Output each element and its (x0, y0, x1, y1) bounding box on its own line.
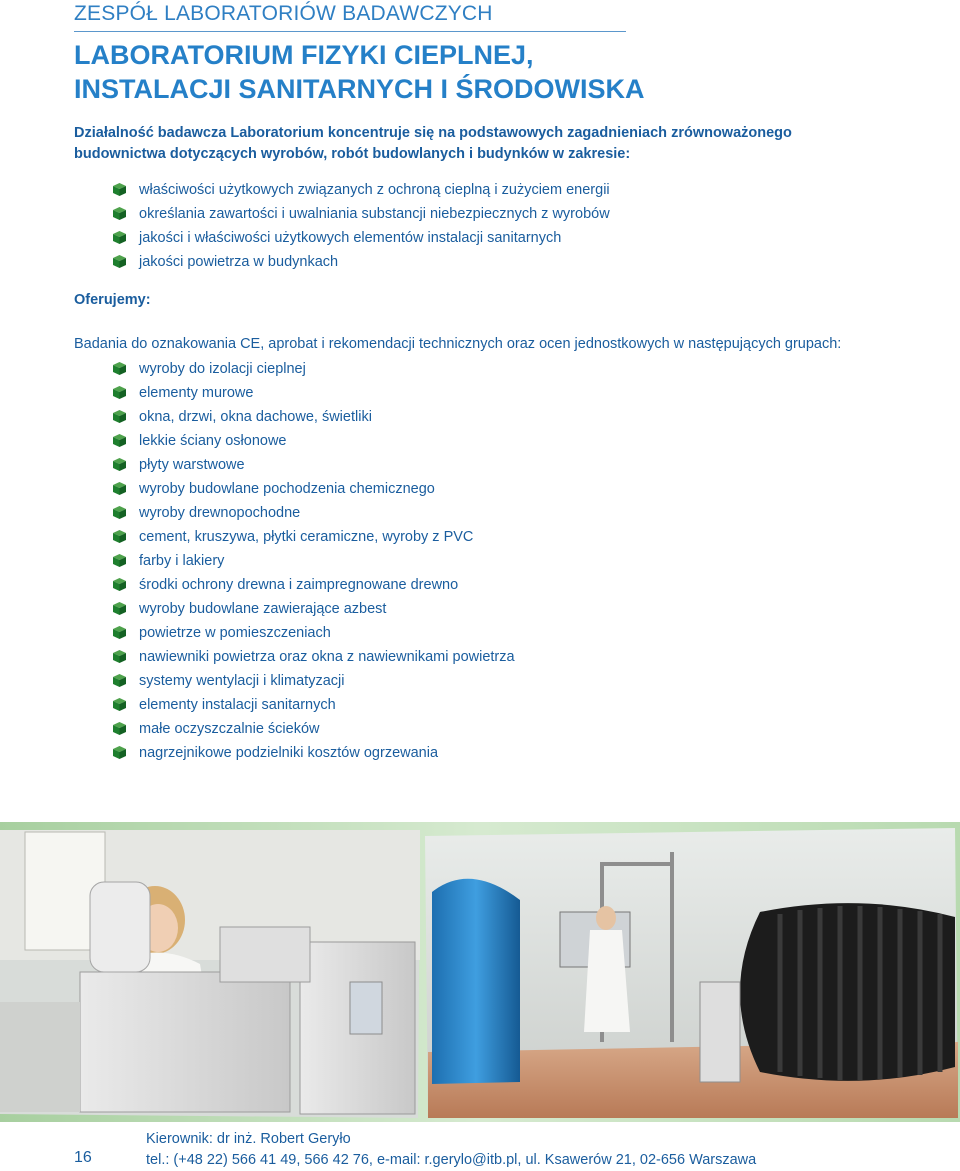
green-cube-bullet-icon (113, 722, 126, 735)
contact-details: tel.: (+48 22) 566 41 49, 566 42 76, e-mail: r.gerylo@itb.pl, ul. Ksawerów 21, 02-656 Warszawa (146, 1152, 757, 1168)
product-group-item (113, 407, 515, 431)
green-cube-bullet-icon (113, 410, 126, 423)
green-cube-bullet-icon (113, 698, 126, 711)
product-group-list (113, 359, 515, 767)
product-group-item (113, 551, 515, 575)
photo-black-tank (740, 903, 955, 1081)
product-group-item (113, 431, 515, 455)
green-cube-bullet-icon (113, 362, 126, 375)
product-group-item (113, 647, 515, 671)
section-header: ZESPÓŁ LABORATORIÓW BADAWCZYCH (74, 2, 493, 25)
product-group-item (113, 695, 515, 719)
product-group-item-text: wyroby budowlane zawierające azbest (139, 601, 387, 617)
green-cube-bullet-icon (113, 602, 126, 615)
green-cube-bullet-icon (113, 434, 126, 447)
product-group-item-text: wyroby budowlane pochodzenia chemicznego (139, 481, 435, 497)
product-group-item (113, 359, 515, 383)
offer-heading: Oferujemy: (74, 292, 151, 308)
laboratory-photos (0, 822, 960, 1122)
product-group-item (113, 527, 515, 551)
scope-list (113, 180, 610, 276)
product-group-item (113, 599, 515, 623)
title-line-1: LABORATORIUM FIZYKI CIEPLNEJ, (74, 40, 534, 70)
scope-list-item (113, 228, 610, 252)
product-group-item-text: nawiewniki powietrza oraz okna z nawiewnikami powietrza (139, 649, 515, 665)
green-cube-bullet-icon (113, 530, 126, 543)
product-group-item-text: systemy wentylacji i klimatyzacji (139, 673, 345, 689)
page-number: 16 (74, 1149, 92, 1166)
green-cube-bullet-icon (113, 626, 126, 639)
product-group-item-text: małe oczyszczalnie ścieków (139, 721, 320, 737)
photo-sanitary-hall (425, 828, 958, 1118)
intro-line-2: budownictwa dotyczących wyrobów, robót budowlanych i budynków w zakresie: (74, 146, 631, 162)
header-divider (74, 31, 626, 32)
lab-manager: Kierownik: dr inż. Robert Geryło (146, 1131, 351, 1147)
green-cube-bullet-icon (113, 746, 126, 759)
scope-list-item (113, 252, 610, 276)
product-group-item-text: elementy murowe (139, 385, 254, 401)
product-group-item (113, 503, 515, 527)
product-group-item (113, 671, 515, 695)
product-group-item-text: cement, kruszywa, płytki ceramiczne, wyroby z PVC (139, 529, 474, 545)
product-group-item-text: lekkie ściany osłonowe (139, 433, 287, 449)
product-group-item (113, 479, 515, 503)
green-cube-bullet-icon (113, 255, 126, 268)
scope-list-item-text: właściwości użytkowych związanych z ochroną cieplną i zużyciem energii (139, 182, 610, 198)
page-title (74, 38, 894, 106)
photo-lab-chemist (0, 830, 420, 1118)
product-group-item (113, 383, 515, 407)
scope-list-item-text: określania zawartości i uwalniania substancji niebezpiecznych z wyrobów (139, 206, 610, 222)
green-cube-bullet-icon (113, 183, 126, 196)
product-group-item-text: wyroby drewnopochodne (139, 505, 301, 521)
product-group-item-text: farby i lakiery (139, 553, 225, 569)
product-group-item (113, 623, 515, 647)
product-group-item-text: okna, drzwi, okna dachowe, świetliki (139, 409, 372, 425)
product-group-item-text: środki ochrony drewna i zaimpregnowane drewno (139, 577, 459, 593)
green-cube-bullet-icon (113, 554, 126, 567)
footer-contact (146, 1129, 756, 1171)
green-cube-bullet-icon (113, 386, 126, 399)
product-group-item-text: płyty warstwowe (139, 457, 245, 473)
green-cube-bullet-icon (113, 650, 126, 663)
green-cube-bullet-icon (113, 506, 126, 519)
product-group-item-text: wyroby do izolacji cieplnej (139, 361, 306, 377)
scope-list-item (113, 180, 610, 204)
product-group-item-text: powietrze w pomieszczeniach (139, 625, 331, 641)
green-cube-bullet-icon (113, 482, 126, 495)
offer-intro: Badania do oznakowania CE, aprobat i rekomendacji technicznych oraz ocen jednostkowych w następujących grupach: (74, 336, 842, 352)
product-group-item-text: elementy instalacji sanitarnych (139, 697, 336, 713)
scope-list-item-text: jakości powietrza w budynkach (139, 254, 339, 270)
green-cube-bullet-icon (113, 231, 126, 244)
green-cube-bullet-icon (113, 458, 126, 471)
scope-list-item (113, 204, 610, 228)
product-group-item-text: nagrzejnikowe podzielniki kosztów ogrzewania (139, 745, 439, 761)
product-group-item (113, 719, 515, 743)
intro-line-1: Działalność badawcza Laboratorium koncentruje się na podstawowych zagadnieniach zrównoważonego (74, 125, 792, 141)
product-group-item (113, 455, 515, 479)
green-cube-bullet-icon (113, 578, 126, 591)
green-cube-bullet-icon (113, 674, 126, 687)
green-cube-bullet-icon (113, 207, 126, 220)
intro-paragraph (74, 123, 874, 165)
product-group-item (113, 743, 515, 767)
title-line-2: INSTALACJI SANITARNYCH I ŚRODOWISKA (74, 74, 645, 104)
scope-list-item-text: jakości i właściwości użytkowych elementów instalacji sanitarnych (139, 230, 562, 246)
product-group-item (113, 575, 515, 599)
